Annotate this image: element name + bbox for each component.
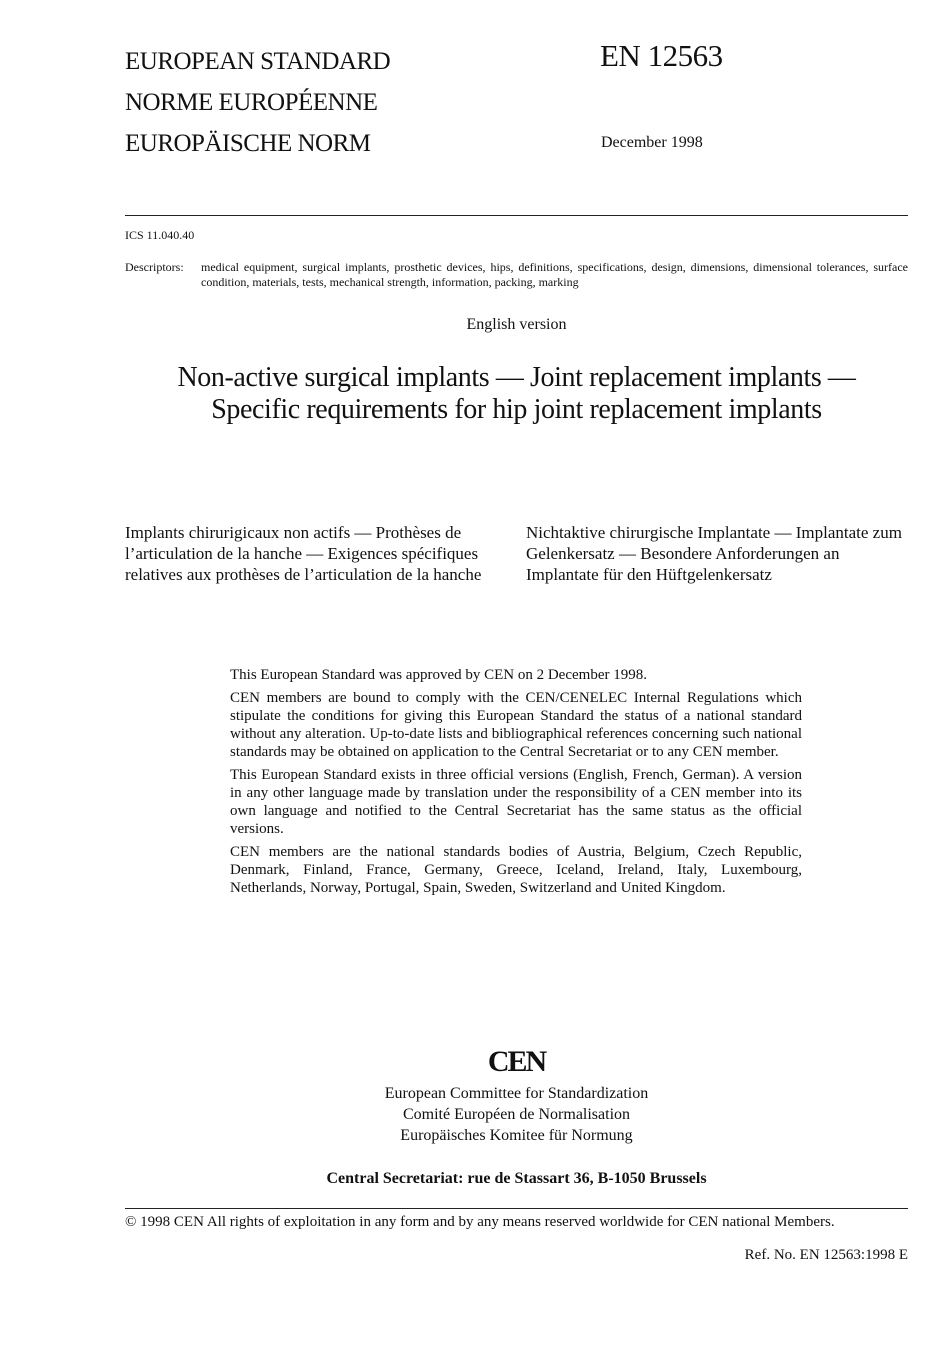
footer-divider bbox=[125, 1208, 908, 1209]
cen-names bbox=[125, 1083, 908, 1146]
descriptors-text: medical equipment, surgical implants, prosthetic devices, hips, definitions, specifications, design, dimensions, dimensional tolerances, surface condition, materials, tests, mechanical strength, information, packing, marking bbox=[201, 260, 908, 289]
publication-date: December 1998 bbox=[601, 134, 703, 151]
reference-number: Ref. No. EN 12563:1998 E bbox=[744, 1247, 908, 1263]
document-title-line-1: Non-active surgical implants — Joint replacement implants — bbox=[177, 362, 856, 393]
header-title-de: EUROPÄISCHE NORM bbox=[125, 130, 371, 157]
header-divider bbox=[125, 215, 908, 216]
standard-number: EN 12563 bbox=[600, 38, 723, 73]
document-title-line-2: Specific requirements for hip joint replacement implants bbox=[211, 394, 822, 425]
approval-paragraph-4: CEN members are the national standards bodies of Austria, Belgium, Czech Republic, Denmark, Finland, France, Germany, Greece, Iceland, Ireland, Italy, Luxembourg, Netherlands, Norway, Portugal, Spain, Sweden, Switzerland and United Kingdom. bbox=[230, 844, 802, 896]
ics-code: ICS 11.040.40 bbox=[125, 228, 195, 242]
descriptors-label: Descriptors: bbox=[125, 260, 184, 274]
header-title-fr: NORME EUROPÉENNE bbox=[125, 89, 378, 116]
cen-name-fr: Comité Européen de Normalisation bbox=[402, 1106, 631, 1123]
title-german: Nichtaktive chirurgische Implantate — Implantate zum Gelenkersatz — Besondere Anforderungen an Implantate für den Hüftgelenkersatz bbox=[526, 523, 902, 584]
title-french: Implants chirurigicaux non actifs — Prothèses de l’articulation de la hanche — Exigences spécifiques relatives aux prothèses de l’articulation de la hanche bbox=[125, 523, 482, 584]
approval-paragraph-3: This European Standard exists in three official versions (English, French, German). A version in any other language made by translation under the responsibility of a CEN member into its own language and notified to the Central Secretariat has the same status as the official versions. bbox=[230, 767, 802, 837]
version-note: English version bbox=[466, 316, 567, 333]
cen-logo: CEN bbox=[487, 1045, 546, 1078]
cen-name-de: Europäisches Komitee für Normung bbox=[400, 1127, 633, 1144]
central-secretariat: Central Secretariat: rue de Stassart 36, B-1050 Brussels bbox=[326, 1170, 707, 1187]
document-title bbox=[125, 362, 908, 426]
approval-paragraph-2: CEN members are bound to comply with the CEN/CENELEC Internal Regulations which stipulate the conditions for giving this European Standard the status of a national standard without any alteration. Up-to-date lists and bibliographical references concerning such national standards may be obtained on application to the Central Secretariat or to any CEN member. bbox=[230, 690, 802, 760]
header-title-en: EUROPEAN STANDARD bbox=[125, 48, 391, 75]
approval-paragraph-1: This European Standard was approved by CEN on 2 December 1998. bbox=[230, 667, 647, 683]
descriptors bbox=[125, 260, 908, 290]
copyright-notice: © 1998 CEN All rights of exploitation in any form and by any means reserved worldwide for CEN national Members. bbox=[125, 1214, 835, 1230]
approval-notice bbox=[230, 666, 802, 902]
cen-name-en: European Committee for Standardization bbox=[384, 1085, 649, 1102]
